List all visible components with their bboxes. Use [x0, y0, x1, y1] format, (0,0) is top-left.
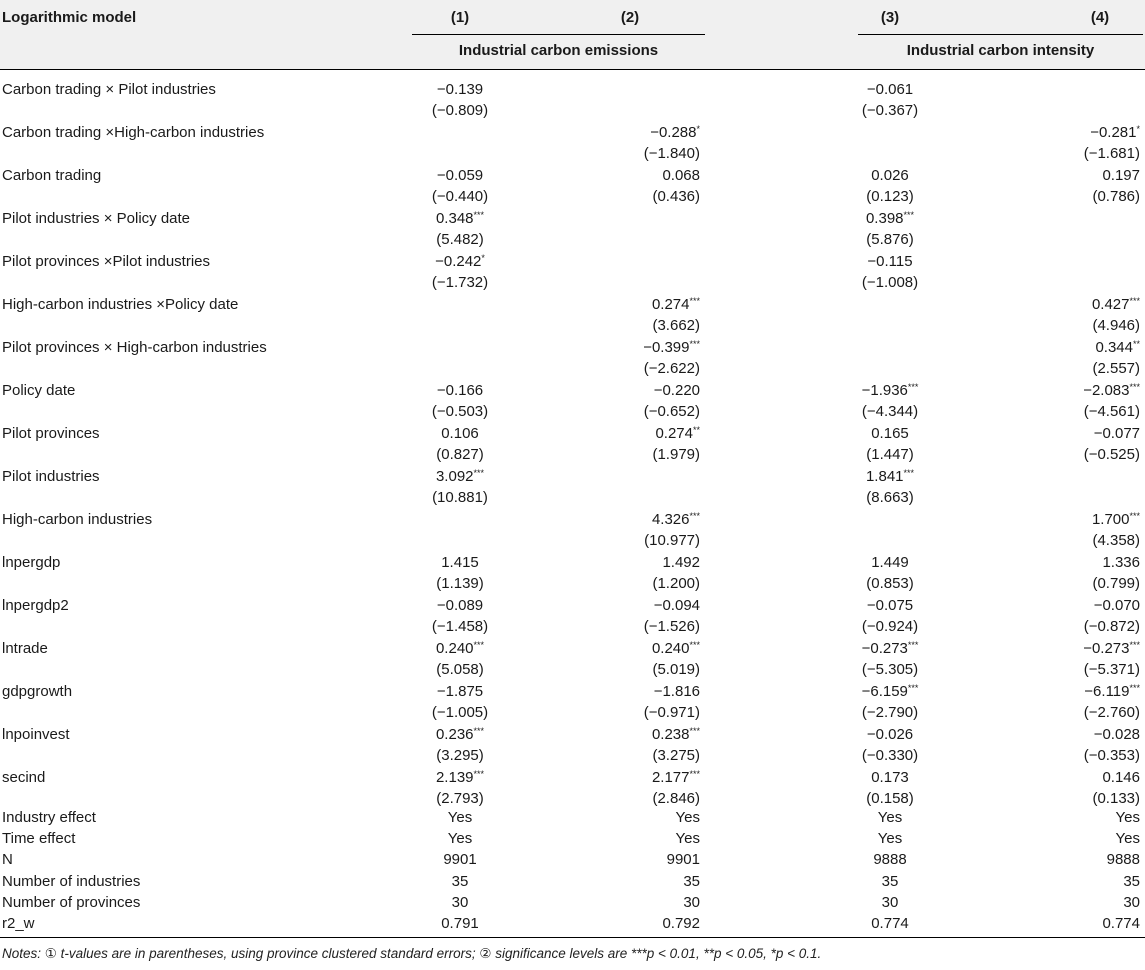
t-value-cell: (4.358)	[1092, 532, 1140, 549]
coefficient-value: −0.281	[1090, 124, 1137, 141]
row-label: Pilot industries	[2, 468, 100, 485]
footer-value-cell: 30	[451, 893, 469, 911]
t-value-cell: (0.853)	[866, 575, 914, 592]
significance-stars: ***	[1129, 382, 1140, 392]
coefficient-cell	[530, 166, 700, 186]
significance-stars: ***	[473, 468, 485, 478]
coefficient-cell	[965, 725, 1140, 745]
t-value-cell: (−0.971)	[643, 704, 700, 721]
t-value-cell: (1.200)	[652, 575, 700, 592]
significance-stars: *	[696, 124, 700, 134]
coefficient-cell	[965, 682, 1140, 702]
coefficient-cell	[965, 295, 1140, 315]
t-value-cell: (5.482)	[436, 231, 484, 248]
significance-stars: ***	[1129, 296, 1140, 306]
coefficient-value: −0.070	[1093, 597, 1140, 614]
row-label: Carbon trading × Pilot industries	[2, 81, 216, 98]
significance-stars: ***	[907, 683, 919, 693]
footer-row-label: r2_w	[2, 915, 35, 932]
footer-row-label: Number of industries	[2, 872, 141, 890]
coefficient-cell	[530, 295, 700, 315]
coefficient-cell	[530, 424, 700, 444]
coefficient-value: −0.166	[436, 382, 484, 399]
t-value-cell: (−5.305)	[861, 661, 919, 678]
row-label: Pilot industries × Policy date	[2, 210, 191, 227]
significance-stars: ***	[473, 640, 485, 650]
coefficient-value: 1.336	[1102, 554, 1140, 571]
coefficient-cell	[375, 768, 545, 788]
column-header-1: (1)	[450, 9, 470, 26]
footer-value-cell: Yes	[675, 830, 700, 848]
row-label: High-carbon industries	[2, 511, 153, 528]
coefficient-value: 4.326	[651, 511, 690, 528]
t-value-cell: (0.123)	[866, 188, 914, 205]
t-value-cell: (−1.458)	[431, 618, 489, 635]
t-value-cell: (−1.732)	[431, 274, 489, 291]
row-label: lnpergdp2	[2, 597, 69, 614]
coefficient-value: 0.068	[662, 167, 700, 184]
footer-value-cell: 35	[683, 872, 700, 890]
coefficient-cell	[375, 639, 545, 659]
t-value-cell: (5.019)	[652, 661, 700, 678]
significance-stars: ***	[689, 511, 700, 521]
significance-stars: **	[692, 425, 700, 435]
t-value-cell: (−1.008)	[861, 274, 919, 291]
t-value-cell: (0.158)	[866, 790, 914, 807]
coefficient-value: −0.273	[1083, 640, 1130, 657]
t-value-cell: (−0.525)	[1083, 446, 1140, 463]
footer-value-cell: Yes	[447, 830, 473, 848]
coefficient-cell	[805, 424, 975, 444]
coefficient-cell	[805, 725, 975, 745]
group-header-intensity: Industrial carbon intensity	[906, 42, 1095, 59]
t-value-cell: (3.275)	[652, 747, 700, 764]
t-value-cell: (10.977)	[644, 532, 700, 549]
t-value-cell: (−0.924)	[861, 618, 919, 635]
footer-row-label: N	[2, 851, 13, 869]
coefficient-value: −0.089	[436, 597, 484, 614]
coefficient-cell	[375, 252, 545, 272]
coefficient-value: 0.197	[1102, 167, 1140, 184]
coefficient-cell	[375, 80, 545, 100]
coefficient-value: 0.236	[435, 726, 474, 743]
significance-stars: **	[1132, 339, 1140, 349]
coefficient-cell	[530, 639, 700, 659]
coefficient-value: 0.274	[655, 425, 693, 442]
coefficient-value: 1.415	[441, 554, 479, 571]
table-notes: Notes: ① t-values are in parentheses, using province clustered standard errors; ② significance levels are ***p < 0.01, **p < 0.05, *p < 0.1.	[2, 946, 822, 961]
coefficient-value: −0.242	[435, 253, 482, 270]
significance-stars: ***	[907, 640, 919, 650]
footer-value-cell: Yes	[1115, 809, 1140, 826]
coefficient-value: 0.026	[871, 167, 909, 184]
coefficient-value: −0.077	[1093, 425, 1140, 442]
footer-value-cell: Yes	[1115, 830, 1140, 848]
t-value-cell: (−4.344)	[861, 403, 919, 420]
footer-value-cell: 9888	[1106, 851, 1140, 869]
t-value-cell: (−0.809)	[431, 102, 489, 119]
footer-value-cell: 35	[881, 872, 899, 890]
table-bottom-rule	[0, 937, 1145, 938]
group-rule-intensity	[858, 34, 1143, 35]
coefficient-cell	[805, 682, 975, 702]
coefficient-value: −0.026	[866, 726, 914, 743]
t-value-cell: (4.946)	[1092, 317, 1140, 334]
footer-row-label: Time effect	[2, 830, 76, 848]
t-value-cell: (1.139)	[436, 575, 484, 592]
coefficient-cell	[375, 424, 545, 444]
group-rule-emissions	[412, 34, 705, 35]
row-label: Carbon trading	[2, 167, 102, 184]
footer-value-cell: 30	[881, 893, 899, 911]
footer-value-cell: 0.791	[441, 915, 479, 932]
column-header-4: (4)	[1090, 9, 1110, 26]
coefficient-value: −0.115	[867, 253, 913, 270]
coefficient-value: −6.119	[1084, 683, 1130, 700]
row-label: lnpoinvest	[2, 726, 70, 743]
coefficient-cell	[965, 424, 1140, 444]
significance-stars: ***	[1129, 640, 1140, 650]
coefficient-cell	[375, 725, 545, 745]
column-header-3: (3)	[880, 9, 900, 26]
t-value-cell: (−0.872)	[1083, 618, 1140, 635]
t-value-cell: (−1.681)	[1083, 145, 1140, 162]
t-value-cell: (−5.371)	[1083, 661, 1140, 678]
t-value-cell: (1.447)	[866, 446, 914, 463]
t-value-cell: (−0.652)	[643, 403, 700, 420]
coefficient-cell	[375, 381, 545, 401]
coefficient-cell	[805, 80, 975, 100]
coefficient-cell	[530, 338, 700, 358]
t-value-cell: (5.058)	[436, 661, 484, 678]
column-header-2: (2)	[620, 9, 640, 26]
t-value-cell: (−2.622)	[643, 360, 700, 377]
significance-stars: ***	[689, 726, 700, 736]
significance-stars: ***	[689, 640, 700, 650]
t-value-cell: (0.436)	[652, 188, 700, 205]
coefficient-cell	[805, 166, 975, 186]
group-header-emissions: Industrial carbon emissions	[458, 42, 659, 59]
significance-stars: ***	[1129, 511, 1140, 521]
coefficient-value: 0.398	[865, 210, 904, 227]
significance-stars: *	[481, 253, 485, 263]
t-value-cell: (2.793)	[436, 790, 484, 807]
t-value-cell: (−0.367)	[861, 102, 919, 119]
t-value-cell: (−4.561)	[1083, 403, 1140, 420]
coefficient-cell	[530, 682, 700, 702]
t-value-cell: (0.799)	[1092, 575, 1140, 592]
coefficient-value: 3.092	[435, 468, 474, 485]
coefficient-value: 2.139	[435, 769, 474, 786]
header-bottom-rule	[0, 69, 1145, 70]
coefficient-value: −6.159	[861, 683, 908, 700]
t-value-cell: (3.662)	[652, 317, 700, 334]
coefficient-value: −1.936	[861, 382, 908, 399]
coefficient-cell	[530, 553, 700, 573]
coefficient-cell	[375, 467, 545, 487]
coefficient-cell	[965, 553, 1140, 573]
coefficient-cell	[530, 510, 700, 530]
coefficient-value: −0.273	[861, 640, 908, 657]
coefficient-cell	[530, 123, 700, 143]
coefficient-value: 0.165	[871, 425, 909, 442]
footer-value-cell: 9901	[666, 851, 700, 869]
footer-value-cell: 30	[1123, 893, 1140, 911]
coefficient-cell	[375, 682, 545, 702]
significance-stars: ***	[473, 726, 485, 736]
significance-stars: ***	[903, 468, 915, 478]
coefficient-value: −0.059	[436, 167, 484, 184]
coefficient-value: 1.492	[662, 554, 700, 571]
coefficient-cell	[805, 639, 975, 659]
coefficient-value: −0.399	[643, 339, 690, 356]
coefficient-value: −0.075	[866, 597, 914, 614]
coefficient-cell	[805, 209, 975, 229]
footer-value-cell: 0.792	[662, 915, 700, 932]
t-value-cell: (2.846)	[652, 790, 700, 807]
row-label: gdpgrowth	[2, 683, 73, 700]
significance-stars: ***	[1129, 683, 1140, 693]
significance-stars: ***	[689, 339, 700, 349]
footer-value-cell: 35	[451, 872, 469, 890]
footer-value-cell: 9888	[873, 851, 907, 869]
coefficient-cell	[805, 252, 975, 272]
significance-stars: ***	[473, 210, 485, 220]
t-value-cell: (10.881)	[432, 489, 488, 506]
t-value-cell: (−1.005)	[431, 704, 489, 721]
coefficient-cell	[805, 596, 975, 616]
coefficient-cell	[375, 166, 545, 186]
footer-value-cell: Yes	[877, 830, 903, 848]
footer-value-cell: 0.774	[871, 915, 909, 932]
t-value-cell: (−1.526)	[643, 618, 700, 635]
t-value-cell: (3.295)	[436, 747, 484, 764]
model-label: Logarithmic model	[2, 9, 137, 26]
coefficient-value: 1.841	[865, 468, 904, 485]
row-label: secind	[2, 769, 46, 786]
footer-row-label: Industry effect	[2, 809, 96, 826]
t-value-cell: (−1.840)	[643, 145, 700, 162]
coefficient-value: 0.238	[651, 726, 690, 743]
coefficient-value: −0.220	[653, 382, 700, 399]
coefficient-value: −1.816	[653, 683, 700, 700]
coefficient-cell	[805, 467, 975, 487]
significance-stars: ***	[473, 769, 485, 779]
coefficient-cell	[375, 209, 545, 229]
coefficient-cell	[965, 768, 1140, 788]
coefficient-cell	[805, 381, 975, 401]
coefficient-value: 2.177	[651, 769, 690, 786]
footer-value-cell: 30	[683, 893, 700, 911]
coefficient-cell	[965, 166, 1140, 186]
coefficient-value: 1.449	[871, 554, 909, 571]
coefficient-value: 0.146	[1102, 769, 1140, 786]
footer-value-cell: Yes	[675, 809, 700, 826]
t-value-cell: (−2.790)	[861, 704, 919, 721]
t-value-cell: (1.979)	[652, 446, 700, 463]
coefficient-value: 0.106	[441, 425, 479, 442]
t-value-cell: (0.133)	[1092, 790, 1140, 807]
coefficient-cell	[965, 639, 1140, 659]
coefficient-value: −0.094	[653, 597, 700, 614]
coefficient-value: −1.875	[436, 683, 484, 700]
footer-value-cell: 35	[1123, 872, 1140, 890]
coefficient-cell	[965, 510, 1140, 530]
t-value-cell: (−0.503)	[431, 403, 489, 420]
t-value-cell: (2.557)	[1092, 360, 1140, 377]
footer-value-cell: 9901	[443, 851, 477, 869]
coefficient-value: 0.348	[435, 210, 474, 227]
coefficient-cell	[530, 725, 700, 745]
row-label: High-carbon industries ×Policy date	[2, 296, 239, 313]
coefficient-cell	[965, 596, 1140, 616]
t-value-cell: (−0.353)	[1083, 747, 1140, 764]
footer-row-label: Number of provinces	[2, 893, 141, 911]
coefficient-value: 0.274	[651, 296, 690, 313]
coefficient-cell	[375, 553, 545, 573]
coefficient-value: −2.083	[1083, 382, 1130, 399]
significance-stars: ***	[689, 296, 700, 306]
coefficient-value: 1.700	[1091, 511, 1130, 528]
coefficient-cell	[805, 553, 975, 573]
t-value-cell: (−2.760)	[1083, 704, 1140, 721]
coefficient-cell	[375, 596, 545, 616]
coefficient-cell	[530, 381, 700, 401]
coefficient-cell	[805, 768, 975, 788]
significance-stars: ***	[689, 769, 700, 779]
coefficient-cell	[530, 768, 700, 788]
row-label: Pilot provinces ×Pilot industries	[2, 253, 211, 270]
t-value-cell: (5.876)	[866, 231, 914, 248]
coefficient-value: 0.344	[1095, 339, 1133, 356]
row-label: Pilot provinces	[2, 425, 100, 442]
t-value-cell: (0.786)	[1092, 188, 1140, 205]
coefficient-value: 0.240	[651, 640, 690, 657]
t-value-cell: (−0.330)	[861, 747, 919, 764]
coefficient-value: −0.028	[1093, 726, 1140, 743]
t-value-cell: (8.663)	[866, 489, 914, 506]
coefficient-cell	[965, 338, 1140, 358]
coefficient-cell	[530, 596, 700, 616]
coefficient-cell	[965, 381, 1140, 401]
significance-stars: *	[1136, 124, 1140, 134]
footer-value-cell: 0.774	[1102, 915, 1140, 932]
coefficient-value: −0.288	[650, 124, 697, 141]
coefficient-value: 0.173	[871, 769, 909, 786]
row-label: lntrade	[2, 640, 48, 657]
coefficient-cell	[965, 123, 1140, 143]
significance-stars: ***	[907, 382, 919, 392]
t-value-cell: (−0.440)	[431, 188, 489, 205]
coefficient-value: −0.139	[436, 81, 484, 98]
footer-value-cell: Yes	[877, 809, 903, 826]
t-value-cell: (0.827)	[436, 446, 484, 463]
row-label: lnpergdp	[2, 554, 61, 571]
coefficient-value: 0.240	[435, 640, 474, 657]
row-label: Carbon trading ×High-carbon industries	[2, 124, 265, 141]
footer-value-cell: Yes	[447, 809, 473, 826]
coefficient-value: −0.061	[866, 81, 914, 98]
coefficient-value: 0.427	[1091, 296, 1130, 313]
significance-stars: ***	[903, 210, 915, 220]
row-label: Policy date	[2, 382, 76, 399]
row-label: Pilot provinces × High-carbon industries	[2, 339, 267, 356]
